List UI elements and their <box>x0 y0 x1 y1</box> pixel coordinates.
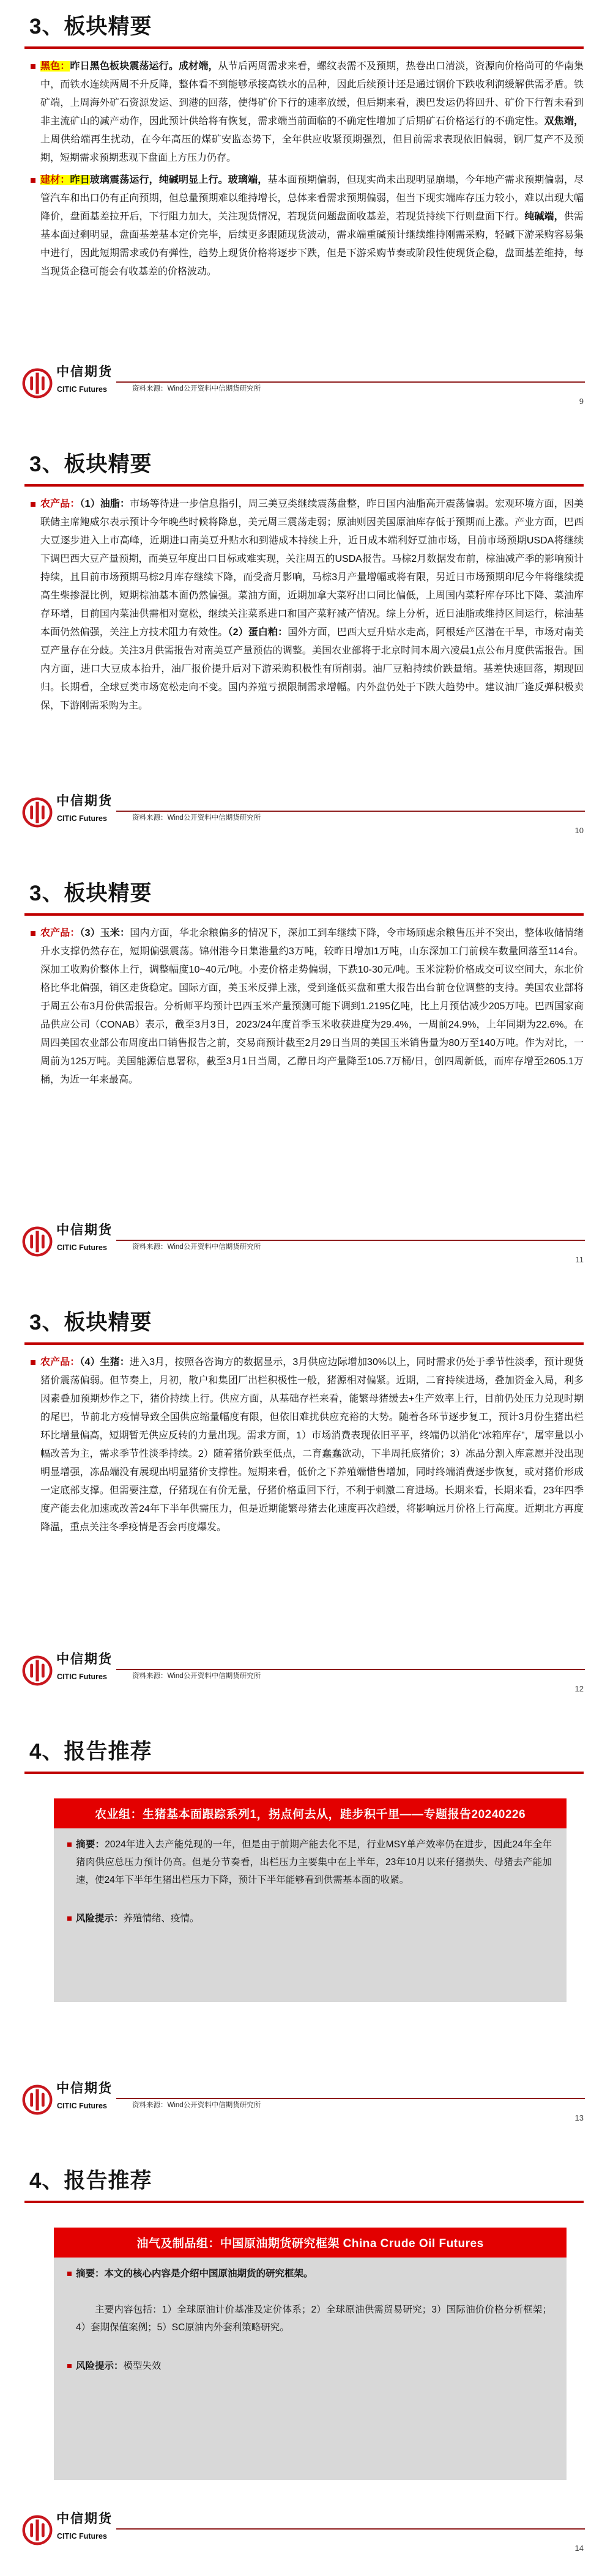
page-number: 13 <box>574 2113 584 2122</box>
footer-brand-cn: 中信期货 <box>56 794 113 808</box>
segment-label: 农产品： <box>40 499 80 509</box>
segment-text: 基本面预期偏弱，但现实尚未出现明显崩塌，今年地产需求预期偏弱，尽管汽车和出口仍有正向预期，但总量预期难以维持增长，总体来看需求预期偏弱，但当下现实端库存压力较小，难以出现大幅降价，盘面基差拉开后，下行阻力加大，关注现货情况，若现货问题盘面收基差，若现货持续下行则盘面下行。 <box>40 175 584 222</box>
slide-page-9 <box>0 0 602 429</box>
footer-brand-en: CITIC Futures <box>57 385 107 394</box>
report-risk-note <box>67 1910 552 1927</box>
slide-content <box>31 57 584 281</box>
segment-text: 从节后两周需求来看，螺纹表需不及预期，热卷出口清淡，资源向价格尚可的华南集中，而铁水连续两周不升反降，整体看不到能够承接高铁水的品种，因此后续预计还是通过钢价下跌收利润缓解供需矛盾。铁矿端，上周海外矿石资源发运、到港的回落，使得矿价下行的速率放缓，但后期来看，澳巴发运仍将回升、矿价下行暂未看到非主流矿山的减产动作，因此预计供给将有恢复，需求端当前面临的不确定性增加了后期矿石价格运行的不确定性。 <box>40 61 584 127</box>
summary-label: 摘要： <box>76 1839 105 1850</box>
report-banner-title: 农业组：生猪基本面跟踪系列1，拐点何去从，跬步积千里——专题报告20240226 <box>54 1798 567 1828</box>
report-body-text: 主要内容包括：1）全球原油计价基准及定价体系；2）全球原油供需贸易研究；3）国际油价价格分析框架；4）套期保值案例；5）SC原油内外套利策略研究。 <box>76 2305 552 2333</box>
section-title: 3、板块精要 <box>29 15 152 39</box>
footer-source-note: 资料来源：Wind公开资料中信期货研究所 <box>132 385 261 392</box>
slide-page-10 <box>0 429 602 858</box>
citic-logo-icon <box>22 797 53 828</box>
footer-brand-cn: 中信期货 <box>56 365 113 379</box>
segment-text: 进入3月，按照各咨询方的数据显示，3月供应边际增加30%以上，同时需求仍处于季节性淡季，预计现货猪价震荡偏弱。但节奏上，月初，散户和集团厂出栏积极性一般，猪源相对偏紧。近期，二育持续进场，叠加资金入局，利多因素叠加预期炒作之下，猪价持续上行。供应方面，从基础存栏来看，能繁母猪缓去+生产效率上行，目前仍处压力兑现时期的尾巴，节前北方疫情导致全国供应缩量幅度有限，但依旧难扰供应充裕的大势。随着各环节逐步复工，预计3月份生猪出栏环比增量偏高，短期暂无供应反转的力量出现。需求方面，1）市场消费表现依旧平平，终端仍以消化“冰箱库存”，屠宰量以小幅改善为主，需求季节性淡季持续。2）随着猪价跌至低点，二育蠢蠢欲动，下半周托底猪价；3）冻品分割入库意愿并没出现明显增强，冻品端没有展现出明显猪价支撑性。短期来看，低价之下养殖端惜售增加，同时终端消费逐步恢复，或对猪价形成一定底部支撑。但需要注意，仔猪现在有价无量，仔猪价格重回下行，不利于刺激二育进场。长期来看，长期来看，23年四季度产能去化加速或改善24年下半年供需压力，但是近期能繁母猪去化速度再次趋缓，将影响远月价格上行高度。近期北方再度降温，重点关注冬季疫情是否会再度爆发。 <box>40 1357 584 1533</box>
slide-content <box>31 495 584 715</box>
footer-brand-en: CITIC Futures <box>57 2532 107 2541</box>
footer-source-note: 资料来源：Wind公开资料中信期货研究所 <box>132 1673 261 1680</box>
page-number: 10 <box>574 826 584 835</box>
report-summary-box <box>54 2258 567 2480</box>
risk-text: 模型失效 <box>123 2361 162 2371</box>
section-title: 3、板块精要 <box>29 881 152 905</box>
bullet-square-icon <box>31 64 35 69</box>
citic-logo-icon <box>22 368 53 399</box>
title-rule <box>24 2201 584 2203</box>
footer-brand-en: CITIC Futures <box>57 2102 107 2110</box>
title-rule <box>24 46 584 49</box>
segment-label: 建材： <box>40 175 70 185</box>
segment-bold: 玻璃震荡运行，纯碱明显上行。玻璃端， <box>89 175 268 185</box>
footer-source-note: 资料来源：Wind公开资料中信期货研究所 <box>132 1243 261 1251</box>
risk-label: 风险提示： <box>76 1913 124 1924</box>
bullet-square-icon <box>31 502 35 507</box>
segment-text: 国内方面，华北余粮偏多的情况下，深加工到车继续下降，令市场顾虑余粮售压并不突出，整体收储情绪升水支撑仍然存在，短期偏强震荡。锦州港今日集港量约3万吨，较昨日增加1万吨，山东深加工门前候车数量回落至114台。深加工收购价整体上行，调整幅度10~40元/吨。小麦价格走势偏弱，下跌10-30元/吨。玉米淀粉价格成交可议空间大，东北价格比华北偏强，销区走货稳定。国际方面，美玉米反弹上涨，受到逢低买盘和重大报告出台前仓位调整的支持。美国农业部将于周五公布3月份供需报告。分析师平均预计巴西玉米产量预测可能下调到1.2195亿吨，比上月预估减少205万吨。巴西国家商品供应公司（CONAB）表示，截至3月3日，2023/24年度首季玉米收获进度为29.4%，一周前24.9%，上年同期为22.6%。在周四美国农业部公布周度出口销售报告之前，交易商预计截至2月29日当周的美国玉米销售量为80万至140万吨。作为对比，一周前为125万吨。美国能源信息署称，截至3月1日当周，乙醇日均产量降至105.7万桶/日，创四周新低，而库存增至2605.1万桶，为近一年来最高。 <box>40 928 584 1085</box>
segment-label: 农产品： <box>40 1357 80 1367</box>
page-number: 9 <box>579 397 584 406</box>
report-risk-note <box>67 2357 552 2375</box>
page-number: 11 <box>575 1255 584 1264</box>
bullet-square-icon <box>67 2272 72 2276</box>
citic-logo-icon <box>22 2515 53 2545</box>
slide-page-12 <box>0 1287 602 1717</box>
recommended-report-card <box>54 2228 567 2480</box>
footer-rule <box>116 2098 585 2099</box>
section-title: 4、报告推荐 <box>29 1740 152 1764</box>
footer-brand-en: CITIC Futures <box>57 1243 107 1252</box>
title-rule <box>24 913 584 916</box>
segment-text: 上周供给端再生扰动，在今年高压的煤矿安监态势下，全年供应收紧预期强烈，但目前需求表现依旧偏弱，钢厂复产不及预期，短期需求预期悲观下盘面上方压力仍存。 <box>40 134 584 163</box>
footer-brand-cn: 中信期货 <box>56 2081 113 2096</box>
slide-page-14 <box>0 2146 602 2576</box>
segment-label: 黑色： <box>40 61 70 72</box>
segment-bold: 昨日 <box>70 175 90 185</box>
bullet-square-icon <box>31 931 35 936</box>
citic-logo-icon <box>22 2085 53 2115</box>
footer-rule <box>116 1669 585 1670</box>
page-number: 14 <box>574 2544 584 2553</box>
segment-bold: （4）生猪： <box>80 1357 130 1367</box>
footer-rule <box>116 1240 585 1241</box>
bullet-square-icon <box>31 1360 35 1365</box>
risk-label: 风险提示： <box>76 2361 124 2371</box>
segment-bold: （2）蛋白粕： <box>228 627 288 638</box>
report-summary <box>67 2265 552 2283</box>
footer-brand-en: CITIC Futures <box>57 814 107 823</box>
segment-text: 市场等待进一步信息指引，周三美豆类继续震荡盘整，昨日国内油脂高开震荡偏弱。宏观环境方面，因美联储主席鲍威尔表示预计今年晚些时候将降息，美元周三震荡走弱；原油则因美国原油库存低于预期而上涨。产业方面，巴西大豆逐步进入上市高峰，近期进口南美豆升贴水和到港成本持续上升，近日成本端利好豆油市场，目前市场预期USDA将继续下调巴西大豆产量预期，而美豆年度出口目标或难实现，关注周五的USDA报告。马棕2月数据发布前，棕油减产季的影响预计持续，且目前市场预期马棕2月库存继续下降，而受斋月影响，马棕3月产量增幅或将有限，另近日市场预期印尼今年将继续提高生柴掺混比例，短期棕油基本面仍然偏强。菜油方面，近期加拿大菜籽出口同比偏低，上周国内菜籽库存环比下降、菜油库存环增，目前国内菜油供需相对宽松，继续关注菜系进口和国产菜籽减产情况。综上分析，近日油脂或维持区间运行，棕油基本面仍然偏强，关注上方技术阻力有效性。 <box>40 499 584 638</box>
bullet-paragraph-black <box>31 57 584 167</box>
footer-source-note: 资料来源：Wind公开资料中信期货研究所 <box>132 814 261 822</box>
slide-page-11 <box>0 858 602 1287</box>
report-summary <box>67 1836 552 1889</box>
segment-text: 国外方面，巴西大豆升贴水走高，阿根廷产区潜在干旱，市场对南美豆产量存在分歧。关注3月供需报告对南美豆产量预估的调整。美国农业部将于北京时间本周六凌晨1点公布月度供需报告。国内方面，进口大豆成本抬升，油厂报价提升后对下游采购积极性有所削弱。油厂豆粕持续价跌量缩。基差快速回落，期现回归。长期看，全球豆类市场宽松走向不变。国内养殖亏损限制需求增幅。内外盘仍处于下跌大趋势中。建议油厂逢反弹积极卖保，下游刚需采购为主。 <box>40 627 584 711</box>
report-summary-box <box>54 1828 567 2002</box>
segment-bold: 双焦端， <box>544 116 584 127</box>
bullet-square-icon <box>31 178 35 183</box>
bullet-paragraph-agri-corn <box>31 924 584 1089</box>
slide-page-13 <box>0 1717 602 2146</box>
segment-bold: （1）油脂： <box>80 499 130 509</box>
bullet-paragraph-building-materials <box>31 171 584 281</box>
bullet-paragraph-agri-oils <box>31 495 584 715</box>
slide-content <box>31 1353 584 1537</box>
footer-rule <box>116 811 585 812</box>
recommended-report-card <box>54 1798 567 2002</box>
summary-text: 本文的核心内容是介绍中国原油期货的研究框架。 <box>104 2269 313 2279</box>
risk-text: 养殖情绪、疫情。 <box>123 1913 199 1924</box>
segment-bold: 纯碱端， <box>524 212 564 222</box>
footer-rule <box>116 381 585 383</box>
title-rule <box>24 484 584 487</box>
bullet-paragraph-agri-hogs <box>31 1353 584 1537</box>
section-title: 4、报告推荐 <box>29 2169 152 2193</box>
footer-brand-en: CITIC Futures <box>57 1673 107 1681</box>
segment-bold: （3）玉米： <box>80 928 130 938</box>
report-banner-title: 油气及制品组：中国原油期货研究框架 China Crude Oil Futures <box>54 2228 567 2258</box>
citic-logo-icon <box>22 1226 53 1257</box>
section-title: 3、板块精要 <box>29 1311 152 1334</box>
summary-label: 摘要： <box>76 2269 105 2279</box>
title-rule <box>24 1772 584 1774</box>
bullet-square-icon <box>67 1916 72 1921</box>
page-number: 12 <box>574 1684 584 1693</box>
title-rule <box>24 1342 584 1345</box>
slide-content <box>31 924 584 1089</box>
segment-text: 供需基本面过剩明显，盘面基差基本定价完毕，后续更多跟随现货波动，需求端重碱预计继续维持刚需采购，轻碱下游采购容易集中进行，因此短期需求或仍有弹性，趋势上现货价格将逐步下跌，但是下游采购节奏或阶段性使现货企稳，盘面基差维持，每当现货企稳可能会有收基差的价格波动。 <box>40 212 584 277</box>
footer-source-note: 资料来源：Wind公开资料中信期货研究所 <box>132 2102 261 2109</box>
footer-brand-cn: 中信期货 <box>56 1652 113 1666</box>
segment-bold: 昨日黑色板块震荡运行。成材端， <box>70 61 218 72</box>
footer-brand-cn: 中信期货 <box>56 1223 113 1237</box>
footer-brand-cn: 中信期货 <box>56 2512 113 2526</box>
bullet-square-icon <box>67 2364 72 2368</box>
summary-text: 2024年进入去产能兑现的一年，但是由于前期产能去化不足，行业MSY单产效率仍在进步，因此24年全年猪肉供应总压力预计仍高。但是分节奏看，出栏压力主要集中在上半年，23年10月以来仔猪损失、母猪去产能加速，使24年下半年生猪出栏压力下降，预计下半年能够看到供需基本面的收紧。 <box>76 1839 552 1885</box>
footer-rule <box>116 2528 585 2530</box>
bullet-square-icon <box>67 1842 72 1847</box>
segment-label: 农产品： <box>40 928 80 938</box>
section-title: 3、板块精要 <box>29 452 152 476</box>
citic-logo-icon <box>22 1655 53 1686</box>
